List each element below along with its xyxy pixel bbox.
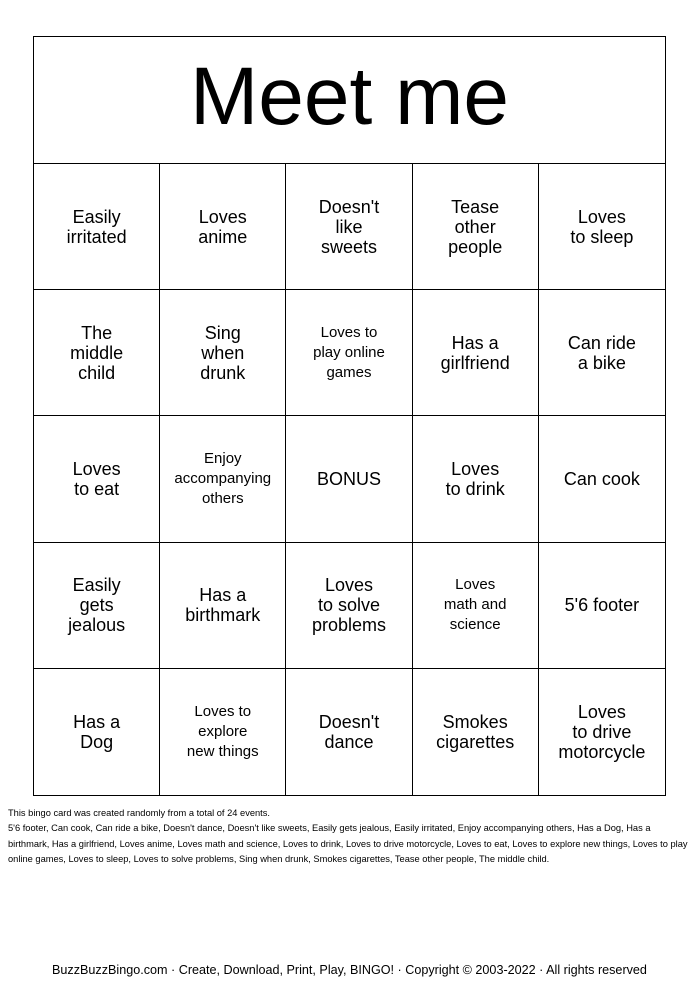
bingo-cell: Loves math and science	[413, 543, 539, 669]
bingo-cell: Sing when drunk	[160, 290, 286, 416]
bingo-cell: The middle child	[34, 290, 160, 416]
bingo-cell: Easily irritated	[34, 164, 160, 290]
bingo-cell: Has a girlfriend	[413, 290, 539, 416]
bingo-cell: Doesn't dance	[286, 669, 412, 795]
bingo-cell: Doesn't like sweets	[286, 164, 412, 290]
bingo-cell: Tease other people	[413, 164, 539, 290]
bingo-cell: Loves to solve problems	[286, 543, 412, 669]
bingo-cell: Smokes cigarettes	[413, 669, 539, 795]
bingo-cell: Enjoy accompanying others	[160, 416, 286, 542]
card-notes	[8, 806, 692, 867]
bingo-cell: Loves to drink	[413, 416, 539, 542]
bingo-cell: Has a birthmark	[160, 543, 286, 669]
bingo-cell: Loves to sleep	[539, 164, 665, 290]
bingo-grid	[34, 164, 665, 795]
bingo-cell: Loves to drive motorcycle	[558, 701, 646, 762]
bingo-cell: Loves to eat	[34, 416, 160, 542]
bingo-cell: Can cook	[539, 416, 665, 542]
bingo-cell: 5'6 footer	[539, 543, 665, 669]
bingo-cell: Loves anime	[160, 164, 286, 290]
bingo-cell: Has a Dog	[34, 669, 160, 795]
bingo-cell: Loves to explore new things	[160, 669, 286, 795]
card-title: Meet me	[34, 37, 665, 164]
bingo-cell: Loves to play online games	[286, 290, 412, 416]
site-footer: BuzzBuzzBingo.com · Create, Download, Print, Play, BINGO! · Copyright © 2003-2022 · All rights reserved	[52, 963, 647, 977]
bingo-cell: BONUS	[286, 416, 412, 542]
bingo-cell: Can ride a bike	[539, 290, 665, 416]
bingo-card	[33, 36, 666, 796]
notes-events-list: 5'6 footer, Can cook, Can ride a bike, Doesn't dance, Doesn't like sweets, Easily gets jealous, Easily irritated, Enjoy accompanying others, Has a Dog, Has a birthmark, Has a girlfriend, Loves anime, Loves math and science, Loves to drink, Loves to drive motorcycle, Loves to eat, Loves to explore new things, Loves to play online games, Loves to sleep, Loves to solve problems, Sing when drunk, Smokes cigarettes, Tease other people, The middle child.	[8, 823, 688, 864]
notes-summary: This bingo card was created randomly from a total of 24 events.	[8, 808, 270, 818]
bingo-cell: Easily gets jealous	[34, 543, 160, 669]
